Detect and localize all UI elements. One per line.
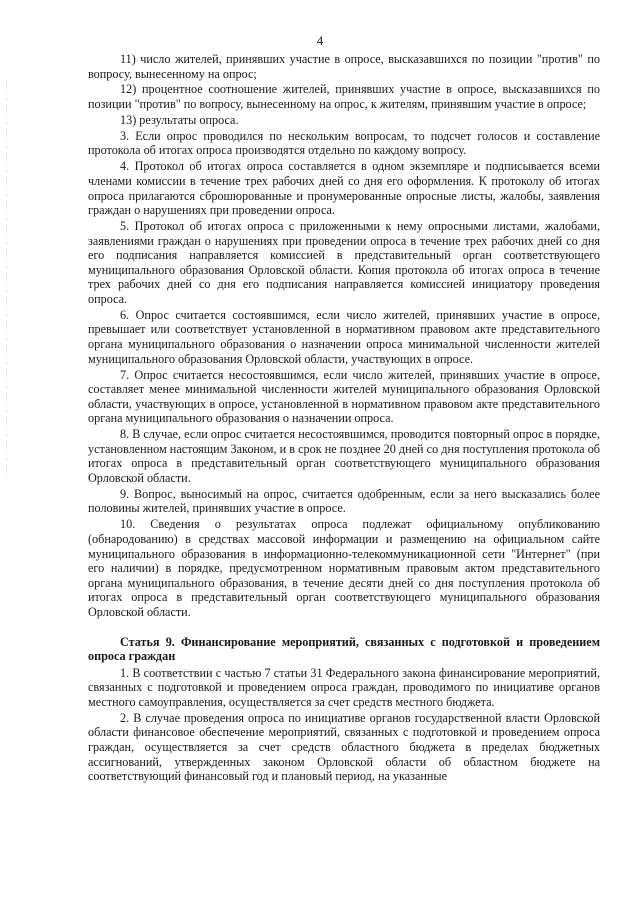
article-heading: Статья 9. Финансирование мероприятий, связанных с подготовкой и проведением опроса граждан (88, 634, 600, 664)
scan-margin-artifact (6, 80, 7, 480)
paragraph: 6. Опрос считается состоявшимся, если число жителей, принявших участие в опросе, превышает или соответствует установленной в нормативном правовом акте представительного органа муниципального образования о назначении опроса минимальной численности жителей муниципального образования Орловской области, участвующих в опросе. (88, 307, 600, 366)
document-body (88, 52, 600, 785)
paragraph: 9. Вопрос, выносимый на опрос, считается одобренным, если за него высказались более половины жителей, принявших участие в опросе. (88, 486, 600, 516)
paragraph: 13) результаты опроса. (120, 112, 239, 127)
page-number: 4 (316, 33, 324, 48)
paragraph: 11) число жителей, принявших участие в опросе, высказавшихся по позиции "против" по вопросу, вынесенному на опрос; (88, 52, 600, 81)
paragraph: 7. Опрос считается несостоявшимся, если число жителей, принявших участие в опросе, составляет менее минимальной численности жителей муниципального образования Орловской области, участвующих в опросе, установленной в нормативном правовом акте представительного органа муниципального образования о назначении опроса. (88, 367, 600, 426)
paragraph: 2. В случае проведения опроса по инициативе органов государственной власти Орловской области финансовое обеспечение мероприятий, связанных с подготовкой и проведением опроса граждан, осуществляется за счет средств областного бюджета в пределах бюджетных ассигнований, утвержденных законом Орловской области об областном бюджете на соответствующий финансовый год и плановый период, на указанные (88, 710, 600, 784)
paragraph: 8. В случае, если опрос считается несостоявшимся, проводится повторный опрос в порядке, установленном настоящим Законом, и в срок не позднее 20 дней со дня поступления протокола об итогах опроса в представительный орган соответствующего муниципального образования Орловской области. (88, 427, 600, 485)
paragraph: 5. Протокол об итогах опроса с приложенными к нему опросными листами, жалобами, заявлениями граждан о нарушениях при проведении опроса в течение трех рабочих дней со дня его подписания направляется комиссией в представительный орган соответствующего муниципального образования Орловской области. Копия протокола об итогах опроса в течение трех рабочих дней со дня его подписания направляется комиссией инициатору проведения опроса. (88, 219, 600, 306)
paragraph: 1. В соответствии с частью 7 статьи 31 Федерального закона финансирование мероприятий, связанных с подготовкой и проведением опроса граждан, проводимого по инициативе органов местного самоуправления, осуществляется за счет средств местного бюджета. (88, 665, 600, 709)
paragraph: 10. Сведения о результатах опроса подлежат официальному опубликованию (обнародованию) в средствах массовой информации и размещению на официальном сайте муниципального образования в информационно-телекоммуникационной сети "Интернет" (при его наличии) в порядке, предусмотренном нормативным правовым актом представительного органа муниципального образования, в течение десяти дней со дня поступления протокола об итогах опроса в представительный орган соответствующего муниципального образования Орловской области. (88, 517, 600, 619)
paragraph: 12) процентное соотношение жителей, принявших участие в опросе, высказавшихся по позиции "против" по вопросу, вынесенному на опрос, к жителям, принявшим участие в опросе; (88, 82, 600, 112)
paragraph: 3. Если опрос проводился по нескольким вопросам, то подсчет голосов и составление протокола об итогах опроса производятся отдельно по каждому вопросу. (88, 128, 600, 158)
paragraph: 4. Протокол об итогах опроса составляется в одном экземпляре и подписывается всеми членами комиссии в течение трех рабочих дней со дня его оформления. К протоколу об итогах опроса прилагаются сброшюрованные и пронумерованные опросные листы, жалобы, заявления граждан о нарушениях при проведении опроса. (88, 159, 600, 218)
